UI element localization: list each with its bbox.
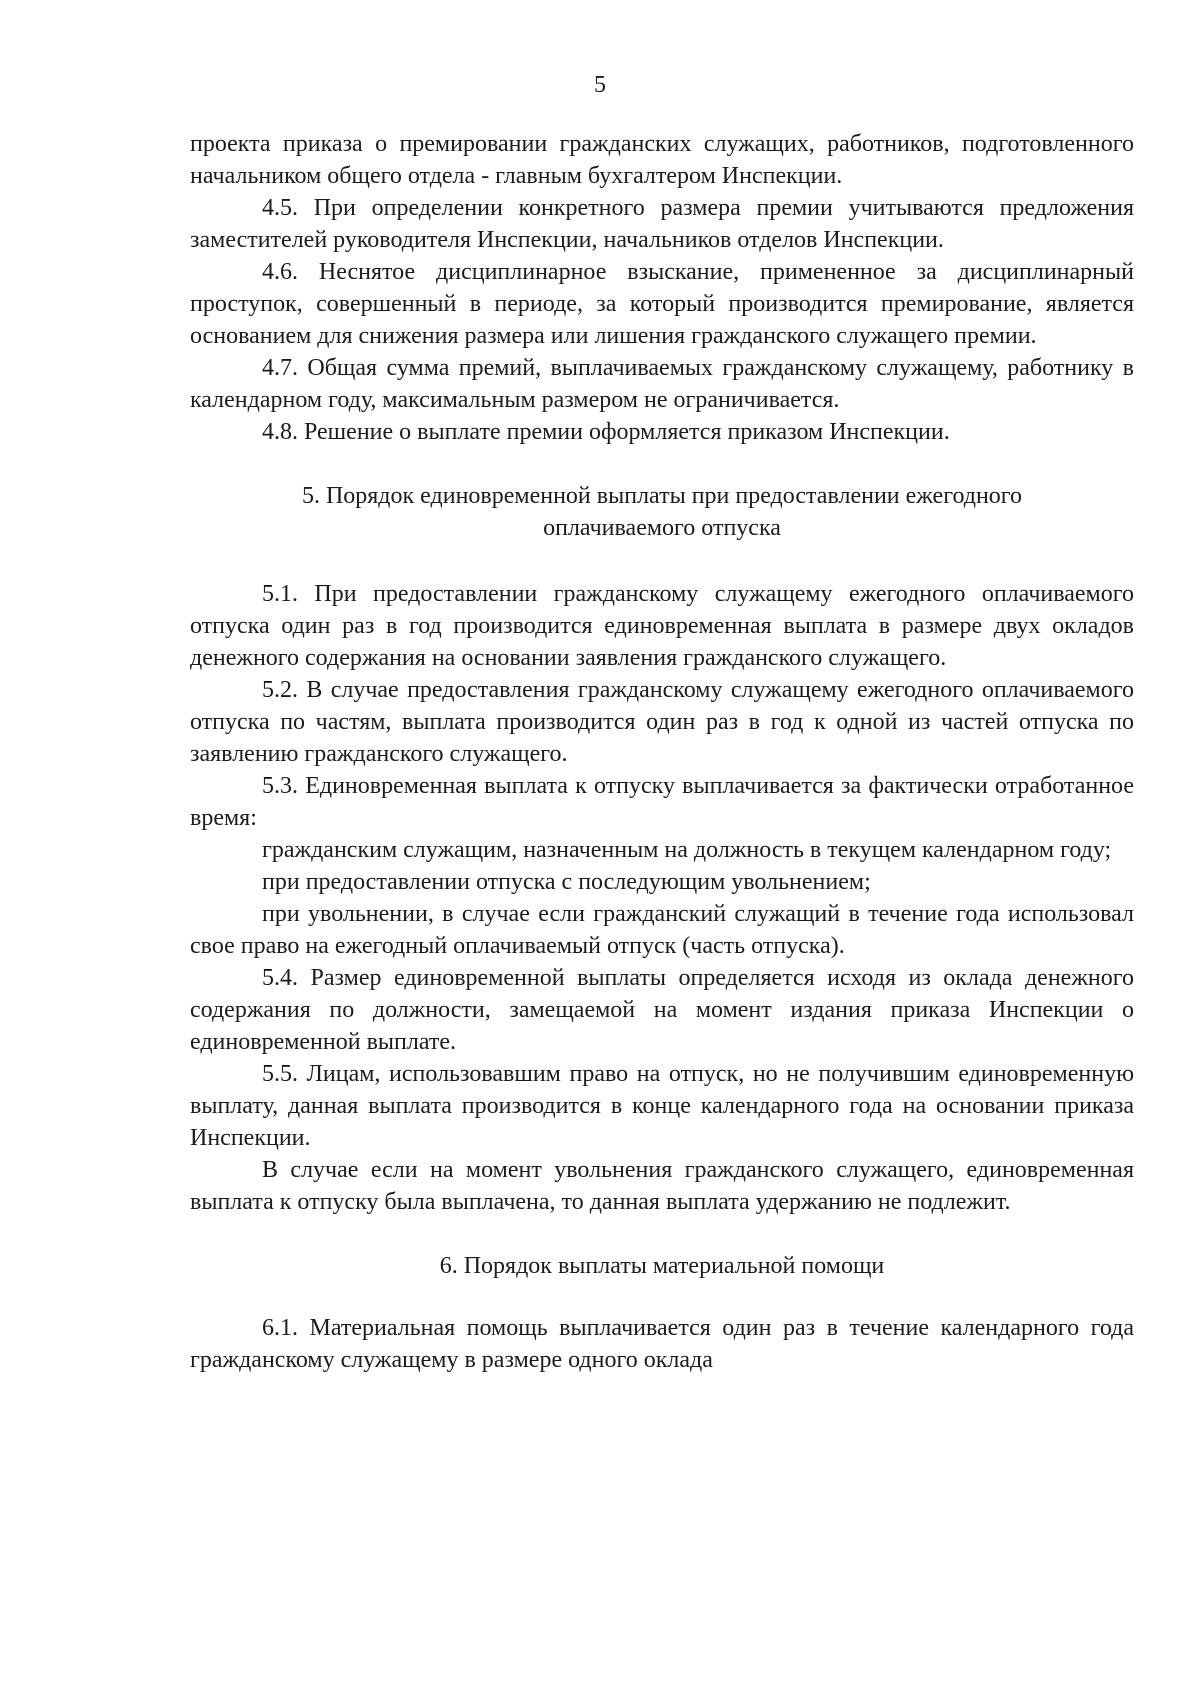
paragraph-4-8: 4.8. Решение о выплате премии оформляется приказом Инспекции. — [262, 419, 950, 445]
paragraph-5-2: 5.2. В случае предоставления гражданскому служащему ежегодного оплачиваемого отпуска по частям, выплата производится один раз в год к одной из частей отпуска по заявлению гражданского служащего. — [190, 677, 1134, 767]
paragraph-5-5-note: В случае если на момент увольнения гражданского служащего, единовременная выплата к отпуску была выплачена, то данная выплата удержанию не подлежит. — [190, 1157, 1134, 1215]
paragraph-continuation: проекта приказа о премировании гражданских служащих, работников, подготовленного начальником общего отдела - главным бухгалтером Инспекции. — [190, 131, 1134, 189]
page-number: 5 — [594, 72, 606, 98]
list-item-dismissal: при увольнении, в случае если гражданский служащий в течение года использовал свое право на ежегодный оплачиваемый отпуск (часть отпуска). — [190, 901, 1134, 959]
list-item-new-appointment: гражданским служащим, назначенным на должность в текущем календарном году; — [262, 837, 1112, 863]
section-5-heading: 5. Порядок единовременной выплаты при предоставлении ежегодного оплачиваемого отпуска — [301, 483, 1023, 541]
paragraph-5-4: 5.4. Размер единовременной выплаты определяется исходя из оклада денежного содержания по должности, замещаемой на момент издания приказа Инспекции о единовременной выплате. — [190, 965, 1134, 1055]
section-6-heading: 6. Порядок выплаты материальной помощи — [439, 1253, 885, 1279]
paragraph-5-5: 5.5. Лицам, использовавшим право на отпуск, но не получившим единовременную выплату, данная выплата производится в конце календарного года на основании приказа Инспекции. — [190, 1061, 1134, 1151]
paragraph-4-7: 4.7. Общая сумма премий, выплачиваемых гражданскому служащему, работнику в календарном году, максимальным размером не ограничивается. — [190, 355, 1134, 413]
paragraph-4-6: 4.6. Неснятое дисциплинарное взыскание, примененное за дисциплинарный проступок, совершенный в периоде, за который производится премирование, является основанием для снижения размера или лишения гражданского служащего премии. — [190, 259, 1134, 349]
list-item-leave-with-dismissal: при предоставлении отпуска с последующим увольнением; — [262, 869, 871, 895]
paragraph-5-1: 5.1. При предоставлении гражданскому служащему ежегодного оплачиваемого отпуска один раз в год производится единовременная выплата в размере двух окладов денежного содержания на основании заявления гражданского служащего. — [190, 581, 1134, 671]
paragraph-5-3: 5.3. Единовременная выплата к отпуску выплачивается за фактически отработанное время: — [190, 773, 1134, 831]
document-body — [190, 128, 1134, 1376]
paragraph-6-1: 6.1. Материальная помощь выплачивается один раз в течение календарного года гражданскому служащему в размере одного оклада — [190, 1315, 1134, 1373]
paragraph-4-5: 4.5. При определении конкретного размера премии учитываются предложения заместителей руководителя Инспекции, начальников отделов Инспекции. — [190, 195, 1134, 253]
